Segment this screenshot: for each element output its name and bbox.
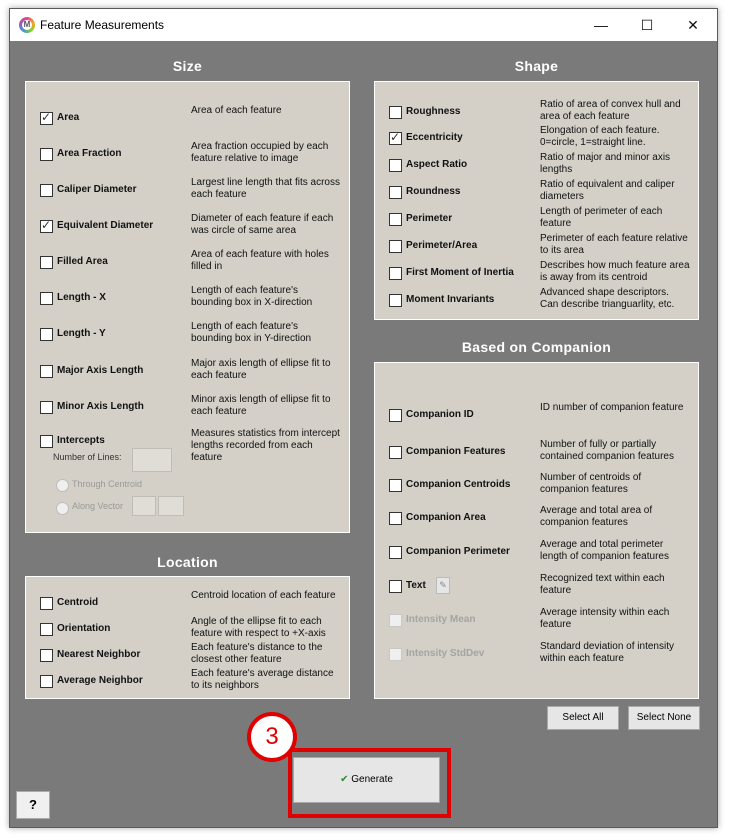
companion-description: Number of centroids of companion features (540, 472, 642, 495)
size-row (26, 355, 349, 385)
select-none-button[interactable]: Select None (628, 706, 700, 730)
shape-label: Roundness (406, 186, 461, 197)
companion-checkbox (389, 614, 402, 627)
size-description: Area fraction occupied by each feature relative to image (191, 141, 329, 164)
number-of-lines-label: Number of Lines: (53, 452, 122, 462)
size-row (26, 210, 349, 240)
companion-description: Number of fully or partially contained companion features (540, 439, 674, 462)
companion-label: Companion Features (406, 446, 506, 457)
maximize-button[interactable]: ☐ (640, 17, 654, 33)
companion-description: Average and total perimeter length of companion features (540, 539, 669, 562)
help-button[interactable]: ? (16, 791, 50, 819)
companion-label: Companion ID (406, 409, 474, 420)
size-label: Equivalent Diameter (57, 220, 154, 231)
location-checkbox[interactable] (40, 597, 53, 610)
companion-row (375, 570, 698, 600)
shape-row (375, 284, 698, 314)
shape-checkbox[interactable] (389, 294, 402, 307)
shape-row (375, 257, 698, 287)
shape-label: First Moment of Inertia (406, 267, 514, 278)
size-label: Filled Area (57, 256, 108, 267)
companion-label: Intensity Mean (406, 614, 476, 625)
shape-description: Ratio of area of convex hull and area of each feature (540, 99, 681, 122)
size-description: Largest line length that fits across each feature (191, 177, 340, 200)
companion-label: Companion Area (406, 512, 486, 523)
shape-description: Elongation of each feature. 0=circle, 1=straight line. (540, 125, 660, 148)
shape-row (375, 122, 698, 152)
feature-measurements-window (9, 8, 718, 828)
generate-button[interactable] (293, 757, 440, 803)
location-description: Each feature's average distance to its neighbors (191, 668, 334, 691)
title-bar (10, 9, 717, 41)
companion-checkbox[interactable] (389, 446, 402, 459)
companion-row (375, 469, 698, 499)
close-button[interactable]: ✕ (687, 17, 699, 33)
companion-section-title: Based on Companion (461, 339, 612, 355)
shape-row (375, 176, 698, 206)
size-description: Diameter of each feature if each was circle of same area (191, 213, 334, 236)
companion-row (375, 604, 698, 634)
companion-row (375, 638, 698, 668)
size-label: Caliper Diameter (57, 184, 137, 195)
size-panel (25, 81, 350, 533)
size-checkbox[interactable] (40, 401, 53, 414)
through-centroid-radio[interactable] (56, 479, 69, 492)
size-description: Minor axis length of ellipse fit to each feature (191, 394, 331, 417)
shape-checkbox[interactable] (389, 213, 402, 226)
location-description: Centroid location of each feature (191, 590, 336, 601)
generate-label: Generate (351, 774, 393, 785)
companion-label: Intensity StdDev (406, 648, 485, 659)
step-badge: 3 (247, 712, 297, 762)
size-label: Length - Y (57, 328, 106, 339)
location-panel (25, 576, 350, 699)
companion-checkbox[interactable] (389, 512, 402, 525)
shape-checkbox[interactable] (389, 159, 402, 172)
shape-description: Describes how much feature area is away from its centroid (540, 260, 690, 283)
size-section-title: Size (172, 58, 203, 74)
checkmark-icon: ✔ (340, 774, 349, 785)
shape-checkbox[interactable] (389, 267, 402, 280)
shape-checkbox[interactable] (389, 240, 402, 253)
size-checkbox[interactable] (40, 256, 53, 269)
location-checkbox[interactable] (40, 675, 53, 688)
size-description: Length of each feature's bounding box in X-direction (191, 285, 313, 308)
shape-label: Perimeter (406, 213, 453, 224)
shape-description: Ratio of major and minor axis lengths (540, 152, 671, 175)
vector-y-input[interactable] (158, 496, 184, 516)
generate-highlight (288, 748, 451, 818)
app-logo-icon (19, 17, 35, 33)
location-label: Nearest Neighbor (57, 649, 141, 660)
window-title: Feature Measurements (40, 18, 165, 32)
shape-description: Length of perimeter of each feature (540, 206, 663, 229)
size-checkbox[interactable] (40, 220, 53, 233)
companion-checkbox[interactable] (389, 479, 402, 492)
companion-row (375, 436, 698, 466)
companion-label: Text (406, 580, 426, 591)
size-description: Major axis length of ellipse fit to each feature (191, 358, 331, 381)
companion-row (375, 536, 698, 566)
size-label: Area (57, 112, 80, 123)
companion-label: Companion Centroids (406, 479, 511, 490)
size-row (26, 174, 349, 204)
location-description: Each feature's distance to the closest other feature (191, 642, 323, 665)
location-description: Angle of the ellipse fit to each feature with respect to +X-axis (191, 616, 326, 639)
size-description: Area of each feature (191, 105, 282, 116)
companion-description: Average intensity within each feature (540, 607, 670, 630)
companion-description: Average and total area of companion features (540, 505, 653, 528)
shape-checkbox[interactable] (389, 132, 402, 145)
location-section-title: Location (157, 554, 218, 570)
shape-description: Ratio of equivalent and caliper diameters (540, 179, 675, 202)
size-row (26, 138, 349, 168)
size-description: Area of each feature with holes filled in (191, 249, 329, 272)
shape-row (375, 230, 698, 260)
size-label: Intercepts (57, 435, 105, 446)
location-label: Orientation (57, 623, 111, 634)
vector-x-input[interactable] (132, 496, 156, 516)
shape-description: Perimeter of each feature relative to its area (540, 233, 688, 256)
shape-row (375, 203, 698, 233)
shape-section-title: Shape (514, 58, 559, 74)
companion-checkbox[interactable] (389, 546, 402, 559)
companion-description: Recognized text within each feature (540, 573, 665, 596)
location-label: Centroid (57, 597, 99, 608)
size-row (26, 282, 349, 312)
size-checkbox[interactable] (40, 365, 53, 378)
size-checkbox[interactable] (40, 328, 53, 341)
location-label: Average Neighbor (57, 675, 143, 686)
size-checkbox[interactable] (40, 148, 53, 161)
location-checkbox[interactable] (40, 623, 53, 636)
shape-label: Perimeter/Area (406, 240, 478, 251)
number-of-lines-input[interactable] (132, 448, 172, 472)
along-vector-label: Along Vector (72, 501, 124, 511)
companion-row (375, 399, 698, 429)
size-label: Major Axis Length (57, 365, 144, 376)
minimize-button[interactable]: — (594, 17, 608, 33)
size-row (26, 246, 349, 276)
companion-description: ID number of companion feature (540, 402, 684, 413)
companion-checkbox (389, 648, 402, 661)
shape-panel (374, 81, 699, 320)
size-checkbox[interactable] (40, 292, 53, 305)
select-all-button[interactable]: Select All (547, 706, 619, 730)
companion-checkbox[interactable] (389, 409, 402, 422)
shape-checkbox[interactable] (389, 186, 402, 199)
shape-label: Roughness (406, 106, 461, 117)
shape-checkbox[interactable] (389, 106, 402, 119)
companion-description: Standard deviation of intensity within each feature (540, 641, 674, 664)
size-checkbox[interactable] (40, 112, 53, 125)
size-label: Area Fraction (57, 148, 122, 159)
location-row (26, 665, 349, 695)
shape-label: Aspect Ratio (406, 159, 468, 170)
companion-checkbox[interactable] (389, 580, 402, 593)
along-vector-radio[interactable] (56, 502, 69, 515)
through-centroid-label: Through Centroid (72, 479, 143, 489)
companion-label: Companion Perimeter (406, 546, 510, 557)
shape-description: Advanced shape descriptors. Can describe trianguarlity, etc. (540, 287, 675, 310)
shape-label: Eccentricity (406, 132, 463, 143)
companion-panel (374, 362, 699, 699)
shape-label: Moment Invariants (406, 294, 495, 305)
companion-row (375, 502, 698, 532)
size-row (26, 102, 349, 132)
size-description: Length of each feature's bounding box in Y-direction (191, 321, 312, 344)
size-label: Length - X (57, 292, 106, 303)
size-label: Minor Axis Length (57, 401, 144, 412)
size-checkbox[interactable] (40, 435, 53, 448)
size-row (26, 391, 349, 421)
size-description: Measures statistics from intercept lengths recorded from each feature (191, 428, 340, 463)
shape-row (375, 149, 698, 179)
size-checkbox[interactable] (40, 184, 53, 197)
location-checkbox[interactable] (40, 649, 53, 662)
size-row (26, 318, 349, 348)
edit-text-icon[interactable]: ✎ (436, 577, 450, 594)
